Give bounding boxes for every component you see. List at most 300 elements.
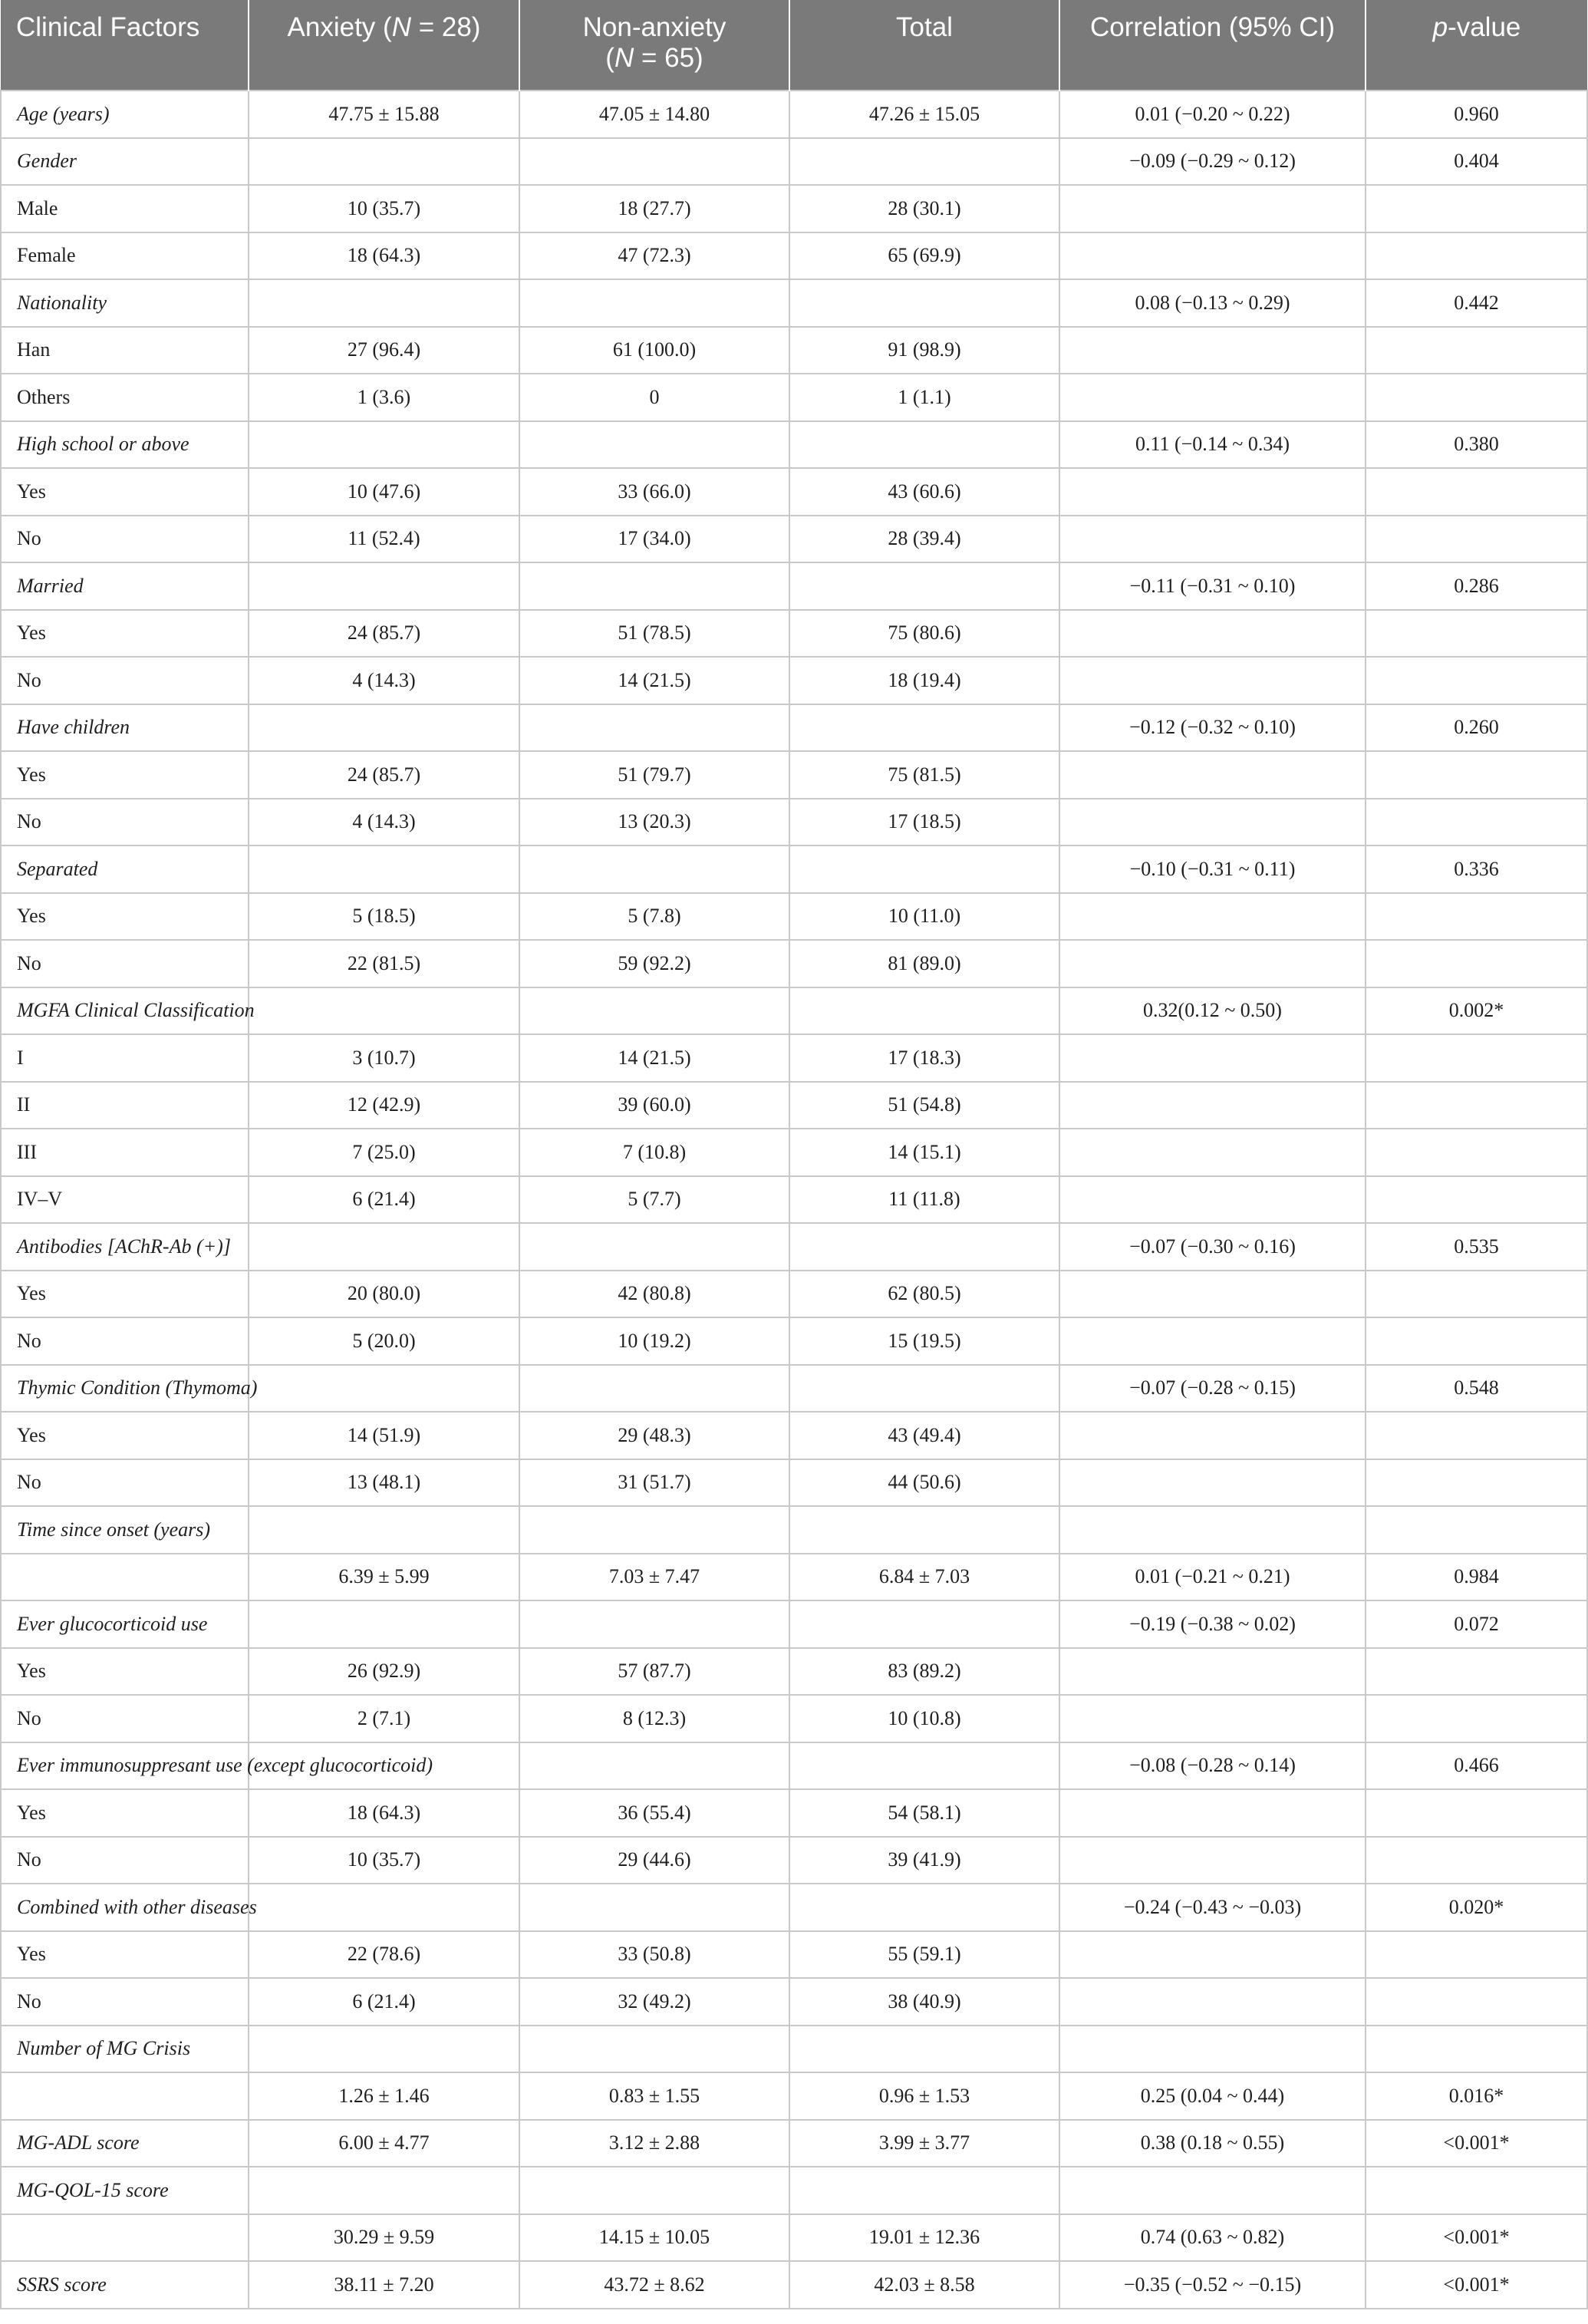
cell-p-value [1366,1271,1587,1318]
cell-non-anxiety [519,421,789,469]
table-row [1,2261,1587,2309]
table-row [1,987,1587,1035]
header-non-anxiety: Non-anxiety (N = 65) [519,0,789,91]
cell-anxiety: 10 (47.6) [249,468,519,516]
cell-non-anxiety: 33 (66.0) [519,468,789,516]
row-label: Yes [1,468,249,516]
cell-p-value [1366,1931,1587,1979]
cell-p-value [1366,2167,1587,2214]
row-label: No [1,1978,249,2026]
cell-correlation [1059,1129,1366,1176]
table-row [1,1082,1587,1129]
cell-correlation [1059,940,1366,987]
cell-anxiety: 1.26 ± 1.46 [249,2072,519,2120]
table-row [1,421,1587,469]
cell-p-value [1366,468,1587,516]
cell-p-value [1366,1506,1587,1554]
header-anxiety: Anxiety (N = 28) [249,0,519,91]
cell-anxiety [249,421,519,469]
cell-non-anxiety: 43.72 ± 8.62 [519,2261,789,2309]
cell-anxiety: 24 (85.7) [249,751,519,799]
cell-p-value: 0.442 [1366,279,1587,327]
table-header [1,0,1587,91]
cell-p-value [1366,751,1587,799]
cell-total: 54 (58.1) [789,1789,1059,1837]
header-correlation: Correlation (95% CI) [1059,0,1366,91]
header-clinical-factors: Clinical Factors [1,0,249,91]
cell-total: 15 (19.5) [789,1317,1059,1365]
table-row [1,1978,1587,2026]
cell-correlation: −0.10 (−0.31 ~ 0.11) [1059,846,1366,893]
cell-correlation [1059,1459,1366,1507]
cell-non-anxiety [519,1884,789,1931]
cell-total: 62 (80.5) [789,1271,1059,1318]
cell-p-value [1366,1082,1587,1129]
cell-non-anxiety: 39 (60.0) [519,1082,789,1129]
cell-anxiety: 3 (10.7) [249,1034,519,1082]
cell-non-anxiety: 61 (100.0) [519,327,789,374]
cell-anxiety [249,562,519,610]
table-row [1,1931,1587,1979]
cell-non-anxiety: 14.15 ± 10.05 [519,2214,789,2262]
cell-total: 39 (41.9) [789,1837,1059,1884]
table-row [1,799,1587,846]
cell-correlation [1059,1034,1366,1082]
cell-non-anxiety [519,987,789,1035]
cell-total: 3.99 ± 3.77 [789,2120,1059,2167]
cell-total: 43 (60.6) [789,468,1059,516]
cell-total [789,279,1059,327]
cell-correlation [1059,2026,1366,2073]
table-row [1,138,1587,186]
cell-total: 10 (11.0) [789,893,1059,941]
cell-correlation: −0.07 (−0.30 ~ 0.16) [1059,1223,1366,1271]
cell-anxiety: 20 (80.0) [249,1271,519,1318]
table-row [1,1554,1587,1601]
row-label: I [1,1034,249,1082]
cell-non-anxiety: 42 (80.8) [519,1271,789,1318]
cell-non-anxiety: 57 (87.7) [519,1648,789,1696]
cell-correlation [1059,657,1366,704]
row-label: Yes [1,1789,249,1837]
cell-p-value: 0.984 [1366,1554,1587,1601]
cell-total: 55 (59.1) [789,1931,1059,1979]
cell-correlation: −0.11 (−0.31 ~ 0.10) [1059,562,1366,610]
cell-correlation [1059,1695,1366,1742]
cell-anxiety [249,1884,519,1931]
table-row [1,1600,1587,1648]
cell-non-anxiety: 14 (21.5) [519,657,789,704]
cell-anxiety: 27 (96.4) [249,327,519,374]
table-row [1,1129,1587,1176]
row-label: No [1,1459,249,1507]
cell-correlation [1059,751,1366,799]
cell-p-value: 0.286 [1366,562,1587,610]
row-label: Male [1,185,249,232]
cell-correlation [1059,610,1366,658]
cell-total: 14 (15.1) [789,1129,1059,1176]
cell-non-anxiety [519,1365,789,1413]
cell-anxiety: 30.29 ± 9.59 [249,2214,519,2262]
cell-correlation [1059,468,1366,516]
cell-anxiety [249,279,519,327]
table-row [1,232,1587,280]
cell-p-value: 0.404 [1366,138,1587,186]
cell-correlation: −0.09 (−0.29 ~ 0.12) [1059,138,1366,186]
cell-anxiety: 2 (7.1) [249,1695,519,1742]
cell-non-anxiety: 18 (27.7) [519,185,789,232]
cell-total: 83 (89.2) [789,1648,1059,1696]
cell-total [789,987,1059,1035]
table-row [1,1034,1587,1082]
row-label: Combined with other diseases [1,1884,249,1931]
table-row [1,468,1587,516]
cell-total: 44 (50.6) [789,1459,1059,1507]
table-row [1,1271,1587,1318]
cell-non-anxiety [519,704,789,752]
cell-anxiety: 6 (21.4) [249,1176,519,1224]
cell-total: 81 (89.0) [789,940,1059,987]
cell-non-anxiety: 59 (92.2) [519,940,789,987]
cell-non-anxiety: 0.83 ± 1.55 [519,2072,789,2120]
cell-non-anxiety: 29 (44.6) [519,1837,789,1884]
cell-total: 43 (49.4) [789,1412,1059,1459]
cell-non-anxiety: 8 (12.3) [519,1695,789,1742]
cell-p-value [1366,2026,1587,2073]
cell-anxiety: 6.39 ± 5.99 [249,1554,519,1601]
cell-p-value [1366,799,1587,846]
cell-anxiety: 22 (78.6) [249,1931,519,1979]
cell-total: 10 (10.8) [789,1695,1059,1742]
cell-p-value: <0.001* [1366,2120,1587,2167]
cell-total [789,2167,1059,2214]
cell-p-value [1366,940,1587,987]
table-row [1,1412,1587,1459]
row-label: II [1,1082,249,1129]
cell-non-anxiety [519,1600,789,1648]
cell-total [789,421,1059,469]
cell-p-value: 0.020* [1366,1884,1587,1931]
cell-correlation [1059,1082,1366,1129]
cell-correlation [1059,327,1366,374]
cell-non-anxiety: 0 [519,374,789,421]
cell-non-anxiety: 51 (79.7) [519,751,789,799]
cell-correlation [1059,232,1366,280]
cell-anxiety: 10 (35.7) [249,1837,519,1884]
cell-anxiety: 7 (25.0) [249,1129,519,1176]
table-row [1,893,1587,941]
table-row [1,1506,1587,1554]
table-row [1,1176,1587,1224]
row-label: No [1,1837,249,1884]
cell-anxiety: 22 (81.5) [249,940,519,987]
row-label: III [1,1129,249,1176]
cell-p-value [1366,1034,1587,1082]
cell-non-anxiety: 3.12 ± 2.88 [519,2120,789,2167]
cell-p-value [1366,1317,1587,1365]
cell-anxiety: 4 (14.3) [249,657,519,704]
cell-p-value: 0.260 [1366,704,1587,752]
table-row [1,1648,1587,1696]
cell-non-anxiety: 47.05 ± 14.80 [519,91,789,138]
row-label: Separated [1,846,249,893]
table-row [1,846,1587,893]
cell-non-anxiety: 29 (48.3) [519,1412,789,1459]
cell-anxiety: 10 (35.7) [249,185,519,232]
cell-correlation [1059,185,1366,232]
cell-anxiety [249,704,519,752]
cell-total [789,2026,1059,2073]
cell-p-value: 0.072 [1366,1600,1587,1648]
cell-p-value [1366,610,1587,658]
cell-anxiety [249,987,519,1035]
cell-p-value: <0.001* [1366,2261,1587,2309]
cell-anxiety: 5 (20.0) [249,1317,519,1365]
row-label: Ever immunosuppresant use (except glucocorticoid) [1,1742,249,1790]
cell-p-value [1366,1176,1587,1224]
cell-non-anxiety: 13 (20.3) [519,799,789,846]
cell-anxiety [249,846,519,893]
cell-correlation: 0.11 (−0.14 ~ 0.34) [1059,421,1366,469]
cell-total: 28 (39.4) [789,516,1059,563]
cell-correlation: 0.01 (−0.20 ~ 0.22) [1059,91,1366,138]
cell-total: 38 (40.9) [789,1978,1059,2026]
cell-correlation: 0.74 (0.63 ~ 0.82) [1059,2214,1366,2262]
cell-non-anxiety [519,138,789,186]
cell-p-value [1366,1459,1587,1507]
cell-non-anxiety: 33 (50.8) [519,1931,789,1979]
cell-total [789,138,1059,186]
header-total: Total [789,0,1059,91]
table-row [1,610,1587,658]
table-row [1,1695,1587,1742]
cell-anxiety: 14 (51.9) [249,1412,519,1459]
row-label: Others [1,374,249,421]
row-label: Age (years) [1,91,249,138]
table-row [1,562,1587,610]
cell-non-anxiety: 32 (49.2) [519,1978,789,2026]
cell-correlation [1059,1931,1366,1979]
row-label: IV–V [1,1176,249,1224]
cell-p-value [1366,1412,1587,1459]
cell-non-anxiety: 5 (7.8) [519,893,789,941]
cell-correlation [1059,893,1366,941]
cell-p-value [1366,516,1587,563]
cell-non-anxiety: 17 (34.0) [519,516,789,563]
row-label: Yes [1,1931,249,1979]
cell-anxiety [249,1365,519,1413]
cell-correlation [1059,374,1366,421]
table-row [1,2072,1587,2120]
cell-correlation [1059,1789,1366,1837]
table-row [1,751,1587,799]
cell-correlation [1059,799,1366,846]
table-row [1,185,1587,232]
cell-total: 1 (1.1) [789,374,1059,421]
cell-total [789,1884,1059,1931]
cell-non-anxiety: 10 (19.2) [519,1317,789,1365]
cell-anxiety [249,2026,519,2073]
cell-correlation: −0.35 (−0.52 ~ −0.15) [1059,2261,1366,2309]
table-row [1,91,1587,138]
cell-total: 65 (69.9) [789,232,1059,280]
row-label: No [1,516,249,563]
cell-correlation [1059,1506,1366,1554]
cell-anxiety: 47.75 ± 15.88 [249,91,519,138]
cell-anxiety [249,1506,519,1554]
table-row [1,1742,1587,1790]
cell-non-anxiety: 31 (51.7) [519,1459,789,1507]
cell-correlation: −0.07 (−0.28 ~ 0.15) [1059,1365,1366,1413]
cell-p-value: 0.336 [1366,846,1587,893]
cell-non-anxiety [519,1506,789,1554]
cell-p-value [1366,1978,1587,2026]
cell-anxiety [249,1600,519,1648]
cell-correlation: −0.12 (−0.32 ~ 0.10) [1059,704,1366,752]
cell-correlation: −0.19 (−0.38 ~ 0.02) [1059,1600,1366,1648]
cell-non-anxiety: 14 (21.5) [519,1034,789,1082]
cell-p-value [1366,327,1587,374]
cell-correlation [1059,2167,1366,2214]
cell-correlation [1059,1837,1366,1884]
cell-correlation [1059,516,1366,563]
cell-p-value [1366,232,1587,280]
row-label: Thymic Condition (Thymoma) [1,1365,249,1413]
row-label [1,2214,249,2262]
cell-correlation: −0.24 (−0.43 ~ −0.03) [1059,1884,1366,1931]
cell-p-value [1366,1837,1587,1884]
cell-non-anxiety: 47 (72.3) [519,232,789,280]
cell-correlation [1059,1412,1366,1459]
cell-p-value: 0.466 [1366,1742,1587,1790]
cell-anxiety: 12 (42.9) [249,1082,519,1129]
cell-total [789,562,1059,610]
cell-total [789,1365,1059,1413]
cell-non-anxiety [519,846,789,893]
cell-anxiety: 4 (14.3) [249,799,519,846]
cell-correlation: 0.25 (0.04 ~ 0.44) [1059,2072,1366,2120]
cell-non-anxiety: 51 (78.5) [519,610,789,658]
cell-p-value: 0.535 [1366,1223,1587,1271]
cell-non-anxiety [519,2026,789,2073]
cell-p-value [1366,893,1587,941]
table-row [1,2167,1587,2214]
row-label: Nationality [1,279,249,327]
cell-anxiety: 18 (64.3) [249,1789,519,1837]
cell-non-anxiety: 7.03 ± 7.47 [519,1554,789,1601]
cell-total [789,1223,1059,1271]
cell-total [789,704,1059,752]
cell-correlation [1059,1317,1366,1365]
cell-correlation [1059,1978,1366,2026]
row-label: Time since onset (years) [1,1506,249,1554]
cell-total [789,1600,1059,1648]
cell-total: 6.84 ± 7.03 [789,1554,1059,1601]
row-label: Yes [1,1271,249,1318]
cell-correlation: 0.32(0.12 ~ 0.50) [1059,987,1366,1035]
row-label: Han [1,327,249,374]
row-label: Antibodies [AChR-Ab (+)] [1,1223,249,1271]
cell-non-anxiety [519,279,789,327]
cell-p-value: 0.380 [1366,421,1587,469]
cell-total: 47.26 ± 15.05 [789,91,1059,138]
cell-p-value [1366,1648,1587,1696]
row-label: Yes [1,1648,249,1696]
row-label: MG-ADL score [1,2120,249,2167]
cell-anxiety: 24 (85.7) [249,610,519,658]
cell-p-value [1366,657,1587,704]
row-label: Yes [1,610,249,658]
cell-total [789,1742,1059,1790]
table-row [1,279,1587,327]
cell-correlation: 0.38 (0.18 ~ 0.55) [1059,2120,1366,2167]
table-row [1,1317,1587,1365]
table-row [1,1459,1587,1507]
table-row [1,1837,1587,1884]
cell-correlation [1059,1271,1366,1318]
row-label: Yes [1,893,249,941]
cell-total: 11 (11.8) [789,1176,1059,1224]
cell-total: 0.96 ± 1.53 [789,2072,1059,2120]
row-label: No [1,799,249,846]
table-row [1,1789,1587,1837]
row-label [1,2072,249,2120]
cell-non-anxiety: 7 (10.8) [519,1129,789,1176]
cell-total: 28 (30.1) [789,185,1059,232]
cell-non-anxiety [519,562,789,610]
cell-total: 75 (81.5) [789,751,1059,799]
cell-anxiety: 38.11 ± 7.20 [249,2261,519,2309]
cell-p-value: 0.960 [1366,91,1587,138]
row-label: Yes [1,1412,249,1459]
table-body [1,91,1587,2309]
row-label: Female [1,232,249,280]
row-label: No [1,940,249,987]
table-row [1,2214,1587,2262]
cell-correlation [1059,1176,1366,1224]
table-row [1,1223,1587,1271]
cell-non-anxiety: 36 (55.4) [519,1789,789,1837]
cell-anxiety [249,138,519,186]
cell-total: 17 (18.5) [789,799,1059,846]
row-label: MG-QOL-15 score [1,2167,249,2214]
table-row [1,704,1587,752]
cell-anxiety [249,1223,519,1271]
cell-total: 51 (54.8) [789,1082,1059,1129]
cell-total: 18 (19.4) [789,657,1059,704]
cell-p-value: 0.002* [1366,987,1587,1035]
table-row [1,2120,1587,2167]
cell-anxiety: 26 (92.9) [249,1648,519,1696]
cell-p-value [1366,1695,1587,1742]
row-label: Gender [1,138,249,186]
cell-total: 17 (18.3) [789,1034,1059,1082]
cell-correlation: −0.08 (−0.28 ~ 0.14) [1059,1742,1366,1790]
cell-non-anxiety [519,2167,789,2214]
cell-non-anxiety [519,1742,789,1790]
table-row [1,1884,1587,1931]
cell-total [789,1506,1059,1554]
cell-p-value: 0.016* [1366,2072,1587,2120]
cell-anxiety: 13 (48.1) [249,1459,519,1507]
cell-anxiety: 6.00 ± 4.77 [249,2120,519,2167]
cell-total: 19.01 ± 12.36 [789,2214,1059,2262]
row-label: Yes [1,751,249,799]
table-row [1,374,1587,421]
cell-anxiety: 1 (3.6) [249,374,519,421]
row-label: Number of MG Crisis [1,2026,249,2073]
cell-p-value [1366,1129,1587,1176]
